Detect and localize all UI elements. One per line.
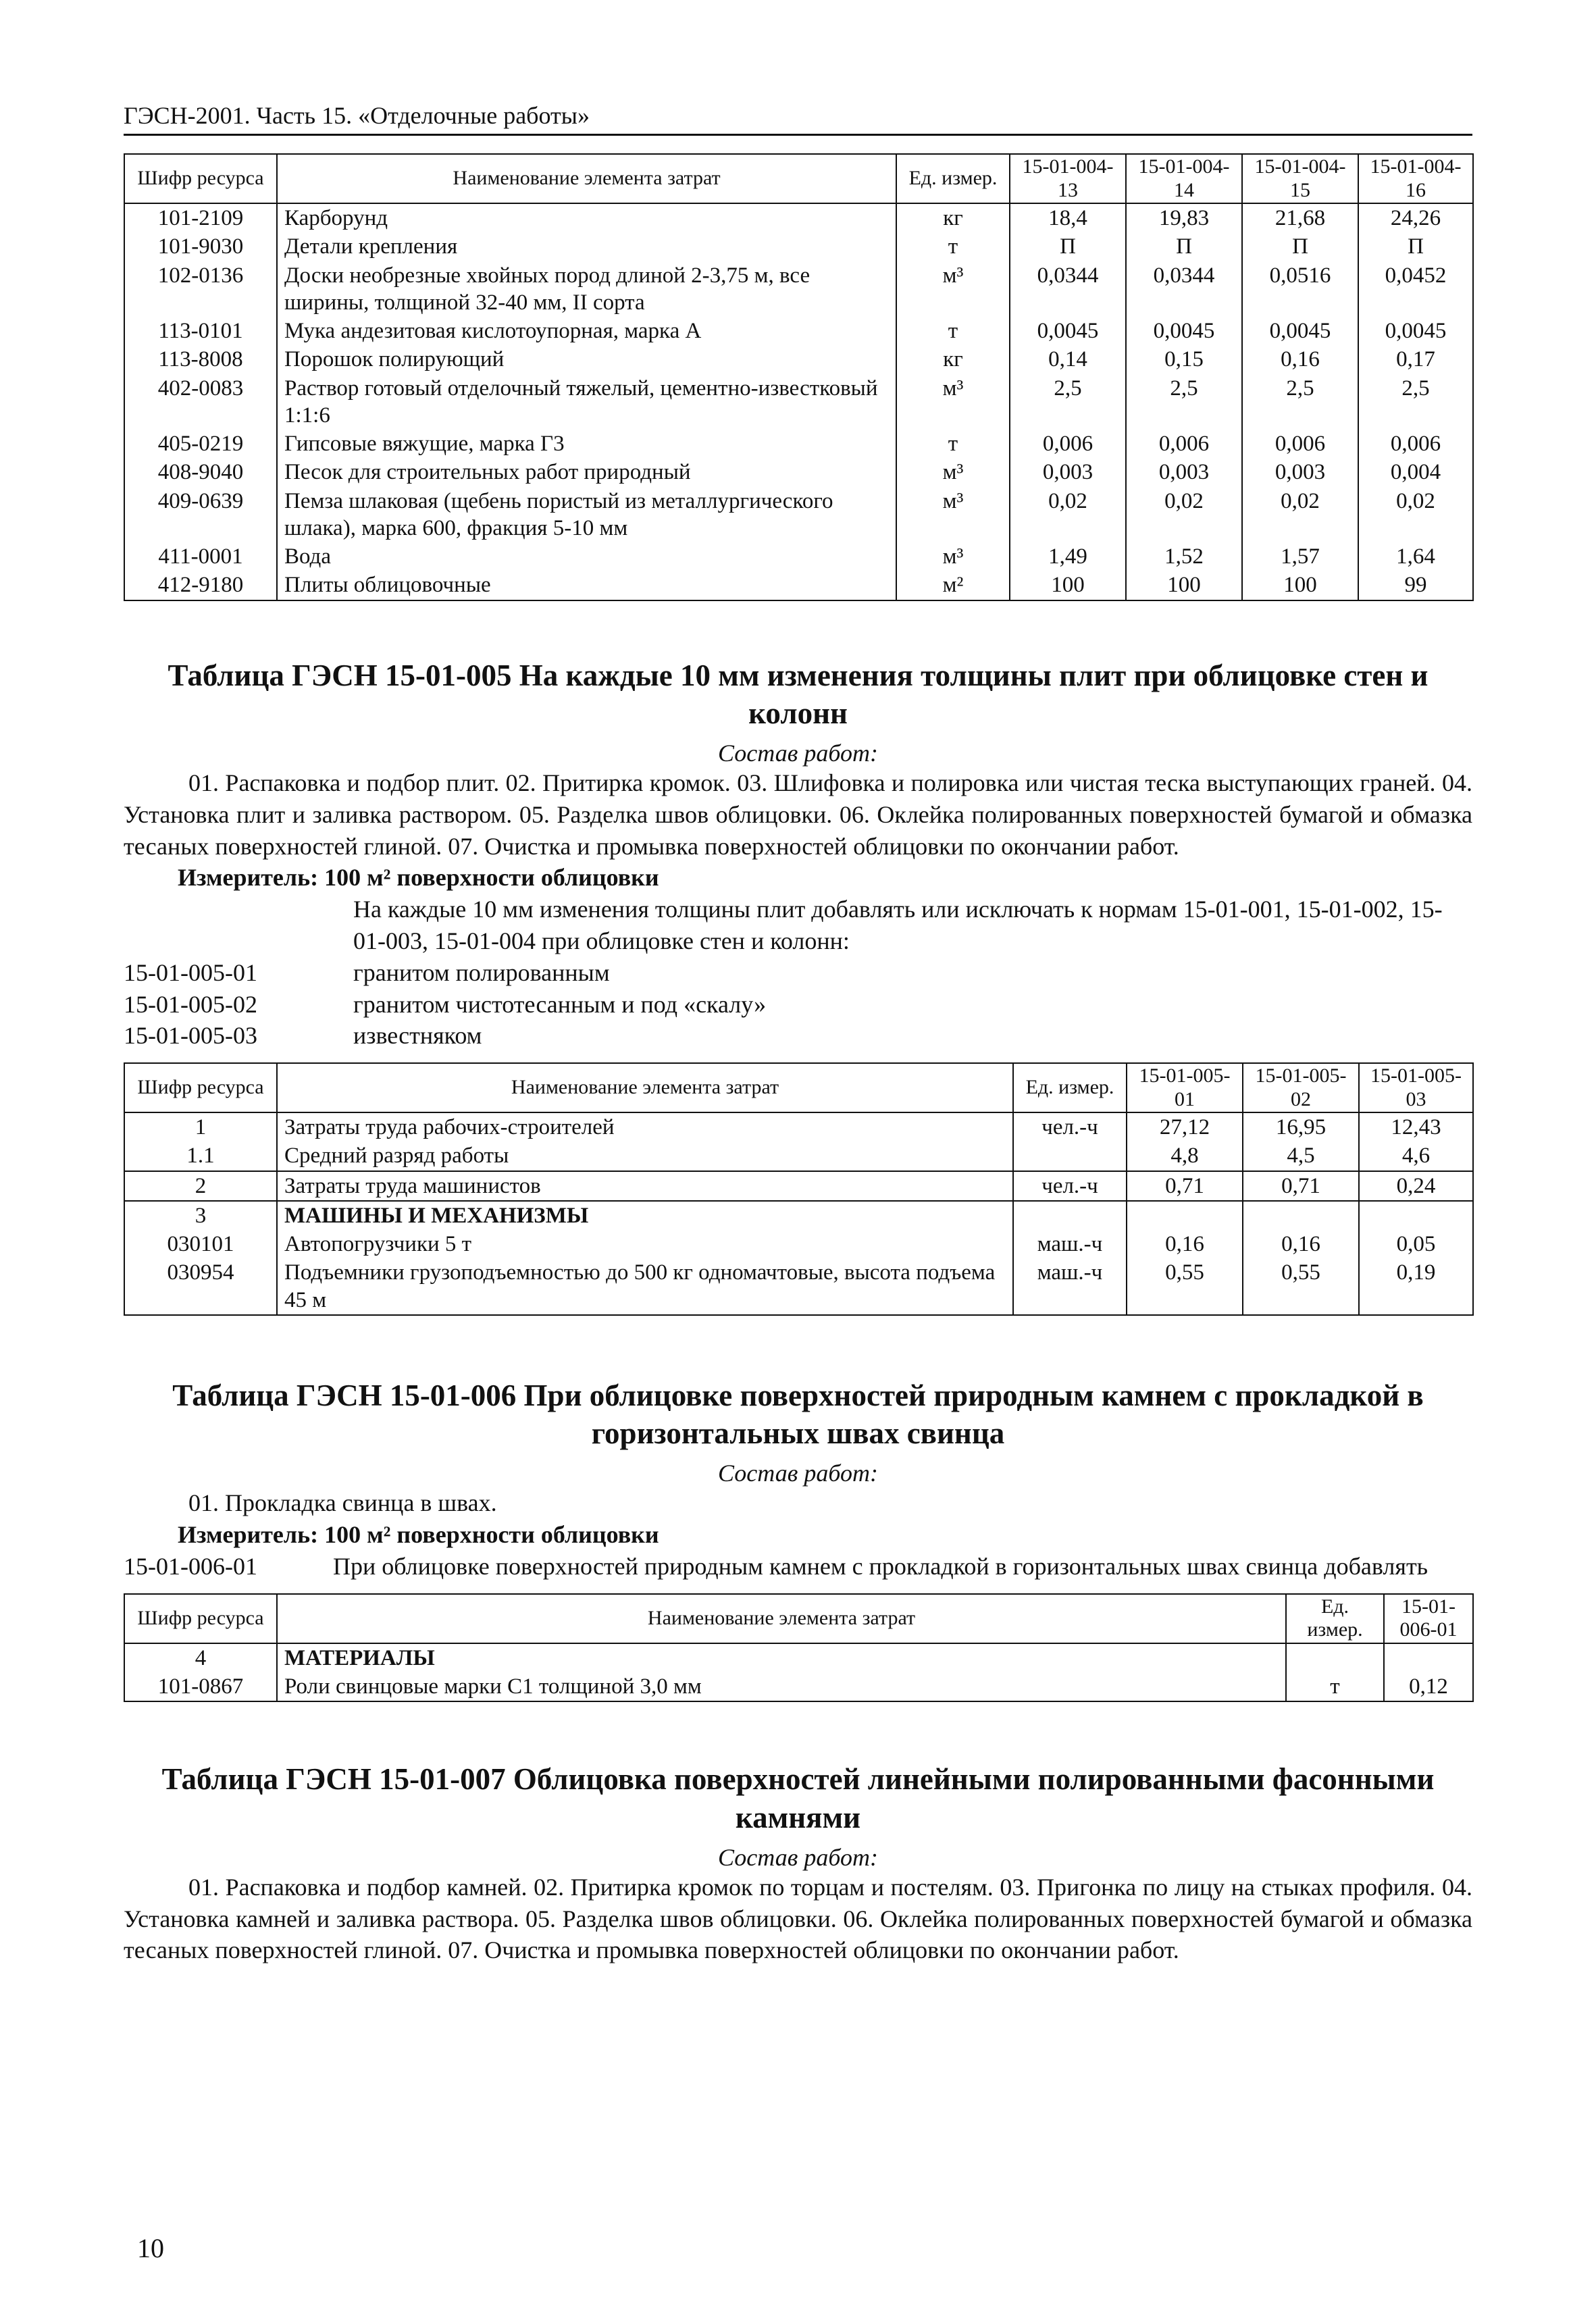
- cell-value: 0,02: [1242, 487, 1358, 543]
- cell-name: Роли свинцовые марки С1 толщиной 3,0 мм: [277, 1672, 1286, 1701]
- section-15-01-007: [124, 1760, 1472, 1966]
- cell-unit: т: [896, 317, 1010, 345]
- cell-value: 0,02: [1010, 487, 1126, 543]
- cell-value: 1,52: [1126, 542, 1242, 571]
- cell-value: 0,0045: [1126, 317, 1242, 345]
- table-row: [124, 487, 1473, 543]
- header-col: 15-01-005-01: [1127, 1063, 1243, 1112]
- table-row: [124, 1230, 1473, 1258]
- cell-unit: [1013, 1141, 1127, 1171]
- cell-value: 4,5: [1243, 1141, 1359, 1171]
- cell-code: 101-9030: [124, 232, 277, 261]
- cell-value: 0,16: [1127, 1230, 1243, 1258]
- cell-code: 101-2109: [124, 203, 277, 232]
- cell-unit: м³: [896, 261, 1010, 317]
- cell-unit: чел.-ч: [1013, 1171, 1127, 1201]
- cell-unit: т: [896, 232, 1010, 261]
- header-name: Наименование элемента затрат: [277, 1594, 1286, 1643]
- cell-value: 1,57: [1242, 542, 1358, 571]
- cell-value: 2,5: [1010, 374, 1126, 430]
- cell-value: 0,02: [1358, 487, 1473, 543]
- cell-value: 0,16: [1242, 345, 1358, 374]
- page-number: 10: [137, 2233, 164, 2263]
- cell-value: 0,15: [1126, 345, 1242, 374]
- header-col: 15-01-006-01: [1384, 1594, 1473, 1643]
- table-row: [124, 317, 1473, 345]
- table-row: [124, 1643, 1473, 1672]
- cell-value: 0,71: [1127, 1171, 1243, 1201]
- cell-value: 0,0516: [1242, 261, 1358, 317]
- cell-unit: т: [1286, 1672, 1384, 1701]
- cell-value: 0,006: [1358, 430, 1473, 458]
- header-col: 15-01-004-13: [1010, 154, 1126, 203]
- cell-value: 18,4: [1010, 203, 1126, 232]
- table-row: [124, 1201, 1473, 1230]
- section-title: Таблица ГЭСН 15-01-007 Облицовка поверхностей линейными полированными фасонными камнями: [161, 1762, 1435, 1834]
- cell-value: 24,26: [1358, 203, 1473, 232]
- cell-value: 0,006: [1126, 430, 1242, 458]
- cell-value: 0,05: [1359, 1230, 1473, 1258]
- table-row: [124, 232, 1473, 261]
- cell-name: Подъемники грузоподъемностью до 500 кг одномачтовые, высота подъема 45 м: [277, 1258, 1013, 1315]
- header-unit: Ед. измер.: [1013, 1063, 1127, 1112]
- cell-value: 0,0045: [1358, 317, 1473, 345]
- cell-value: 1,64: [1358, 542, 1473, 571]
- table-header-row: [124, 154, 1473, 203]
- cell-value: 2,5: [1358, 374, 1473, 430]
- cell-name: Пемза шлаковая (щебень пористый из металлургического шлака), марка 600, фракция 5-10 мм: [277, 487, 896, 543]
- table-row: [124, 571, 1473, 600]
- cell-name: Песок для строительных работ природный: [277, 458, 896, 486]
- cell-value: 0,24: [1359, 1171, 1473, 1201]
- cell-value: 0,55: [1127, 1258, 1243, 1315]
- table-row: [124, 1672, 1473, 1701]
- cell-unit: чел.-ч: [1013, 1112, 1127, 1141]
- cell-value: 19,83: [1126, 203, 1242, 232]
- cell-value: 100: [1242, 571, 1358, 600]
- norm-item: [124, 1020, 1472, 1052]
- running-header: ГЭСН-2001. Часть 15. «Отделочные работы»: [124, 101, 1472, 136]
- cell-value: [1384, 1643, 1473, 1672]
- cell-value: 0,004: [1358, 458, 1473, 486]
- table-row: [124, 430, 1473, 458]
- resource-table-006: [124, 1593, 1474, 1703]
- cell-name: Детали крепления: [277, 232, 896, 261]
- cell-value: 4,8: [1127, 1141, 1243, 1171]
- norm-item: [124, 1551, 1472, 1583]
- cell-name: Раствор готовый отделочный тяжелый, цементно-известковый 1:1:6: [277, 374, 896, 430]
- cell-value: 0,0344: [1010, 261, 1126, 317]
- sostav-text: 01. Распаковка и подбор плит. 02. Притирка кромок. 03. Шлифовка и полировка или чистая теска выступающих граней. 04. Установка плит и заливка раствором. 05. Разделка швов облицовки. 06. Оклейка полированных поверхностей бумагой и обмазка тесаных поверхностей глиной. 07. Очистка и промывка поверхностей облицовки по окончании работ.: [124, 769, 1472, 860]
- cell-name: Вода: [277, 542, 896, 571]
- cell-value: П: [1358, 232, 1473, 261]
- cell-value: П: [1242, 232, 1358, 261]
- header-unit: Ед. измер.: [1286, 1594, 1384, 1643]
- header-code: Шифр ресурса: [124, 154, 277, 203]
- table-row: [124, 1171, 1473, 1201]
- cell-code: 405-0219: [124, 430, 277, 458]
- cell-value: 27,12: [1127, 1112, 1243, 1141]
- norm-note: На каждые 10 мм изменения толщины плит добавлять или исключать к нормам 15-01-001, 15-01-002, 15-01-003, 15-01-004 при облицовке стен и колонн:: [353, 896, 1443, 954]
- norm-text: известняком: [353, 1022, 482, 1050]
- cell-unit: м³: [896, 487, 1010, 543]
- header-unit: Ед. измер.: [896, 154, 1010, 203]
- cell-value: 0,003: [1242, 458, 1358, 486]
- table-header-row: [124, 1594, 1473, 1643]
- cell-value: П: [1126, 232, 1242, 261]
- norm-text: гранитом чистотесанным и под «скалу»: [353, 990, 767, 1018]
- cell-value: 0,003: [1010, 458, 1126, 486]
- resource-table-004: [124, 153, 1474, 601]
- cell-code: 113-0101: [124, 317, 277, 345]
- measure-unit: Измеритель: 100 м² поверхности облицовки: [178, 864, 659, 892]
- cell-name: Затраты труда машинистов: [277, 1171, 1013, 1201]
- cell-unit: кг: [896, 203, 1010, 232]
- cell-unit: [1013, 1201, 1127, 1230]
- cell-value: [1359, 1201, 1473, 1230]
- cell-value: 0,006: [1010, 430, 1126, 458]
- cell-value: 2,5: [1242, 374, 1358, 430]
- document-page: [124, 101, 1472, 1966]
- sostav-text: 01. Прокладка свинца в швах.: [188, 1489, 497, 1517]
- cell-value: 100: [1010, 571, 1126, 600]
- resource-table-005: [124, 1062, 1474, 1316]
- cell-value: 4,6: [1359, 1141, 1473, 1171]
- cell-value: П: [1010, 232, 1126, 261]
- cell-name: Доски необрезные хвойных пород длиной 2-3,75 м, все ширины, толщиной 32-40 мм, II сорта: [277, 261, 896, 317]
- cell-code: 408-9040: [124, 458, 277, 486]
- cell-name: Порошок полирующий: [277, 345, 896, 374]
- cell-name: МАТЕРИАЛЫ: [277, 1643, 1286, 1672]
- cell-code: 101-0867: [124, 1672, 277, 1701]
- cell-value: 0,19: [1359, 1258, 1473, 1315]
- norm-code: 15-01-006-01: [124, 1553, 257, 1580]
- norm-item: [124, 989, 1472, 1021]
- header-col: 15-01-005-03: [1359, 1063, 1473, 1112]
- cell-code: 4: [124, 1643, 277, 1672]
- cell-unit: кг: [896, 345, 1010, 374]
- header-col: 15-01-005-02: [1243, 1063, 1359, 1112]
- cell-code: 1.1: [124, 1141, 277, 1171]
- cell-value: 99: [1358, 571, 1473, 600]
- header-col: 15-01-004-16: [1358, 154, 1473, 203]
- norm-text: гранитом полированным: [353, 958, 610, 986]
- table-header-row: [124, 1063, 1473, 1112]
- cell-name: Автопогрузчики 5 т: [277, 1230, 1013, 1258]
- cell-value: 0,16: [1243, 1230, 1359, 1258]
- cell-name: Мука андезитовая кислотоупорная, марка А: [277, 317, 896, 345]
- cell-value: 0,0045: [1010, 317, 1126, 345]
- header-col: 15-01-004-14: [1126, 154, 1242, 203]
- cell-value: 2,5: [1126, 374, 1242, 430]
- section-15-01-006: [124, 1377, 1472, 1702]
- measure-unit: Измеритель: 100 м² поверхности облицовки: [178, 1521, 659, 1549]
- cell-value: [1127, 1201, 1243, 1230]
- cell-code: 030954: [124, 1258, 277, 1315]
- cell-value: 21,68: [1242, 203, 1358, 232]
- cell-value: 100: [1126, 571, 1242, 600]
- norm-code: 15-01-005-01: [124, 958, 257, 986]
- header-name: Наименование элемента затрат: [277, 154, 896, 203]
- cell-value: 12,43: [1359, 1112, 1473, 1141]
- cell-code: 113-8008: [124, 345, 277, 374]
- cell-name: Средний разряд работы: [277, 1141, 1013, 1171]
- cell-name: Плиты облицовочные: [277, 571, 896, 600]
- table-row: [124, 458, 1473, 486]
- cell-value: 0,17: [1358, 345, 1473, 374]
- table-row: [124, 1112, 1473, 1141]
- cell-value: 0,003: [1126, 458, 1242, 486]
- cell-unit: м³: [896, 374, 1010, 430]
- table-row: [124, 1258, 1473, 1315]
- cell-code: 2: [124, 1171, 277, 1201]
- cell-name: МАШИНЫ И МЕХАНИЗМЫ: [277, 1201, 1013, 1230]
- cell-code: 409-0639: [124, 487, 277, 543]
- norm-code: 15-01-005-03: [124, 1022, 257, 1050]
- sostav-label: Состав работ:: [718, 740, 878, 767]
- cell-code: 412-9180: [124, 571, 277, 600]
- header-code: Шифр ресурса: [124, 1594, 277, 1643]
- cell-value: 0,02: [1126, 487, 1242, 543]
- cell-value: 0,71: [1243, 1171, 1359, 1201]
- cell-value: [1243, 1201, 1359, 1230]
- cell-code: 102-0136: [124, 261, 277, 317]
- cell-value: 0,0344: [1126, 261, 1242, 317]
- cell-value: 1,49: [1010, 542, 1126, 571]
- table-row: [124, 203, 1473, 232]
- cell-value: 0,12: [1384, 1672, 1473, 1701]
- cell-code: 1: [124, 1112, 277, 1141]
- cell-unit: м²: [896, 571, 1010, 600]
- table-row: [124, 1141, 1473, 1171]
- norm-text: При облицовке поверхностей природным камнем с прокладкой в горизонтальных швах свинца добавлять: [333, 1553, 1428, 1580]
- table-row: [124, 345, 1473, 374]
- table-row: [124, 374, 1473, 430]
- cell-name: Гипсовые вяжущие, марка Г3: [277, 430, 896, 458]
- table-row: [124, 261, 1473, 317]
- header-name: Наименование элемента затрат: [277, 1063, 1013, 1112]
- sostav-label: Состав работ:: [718, 1843, 878, 1871]
- cell-code: 402-0083: [124, 374, 277, 430]
- cell-unit: м³: [896, 542, 1010, 571]
- norm-item: [124, 957, 1472, 989]
- cell-name: Карборунд: [277, 203, 896, 232]
- cell-unit: т: [896, 430, 1010, 458]
- cell-value: 0,55: [1243, 1258, 1359, 1315]
- cell-unit: [1286, 1643, 1384, 1672]
- cell-value: 0,0452: [1358, 261, 1473, 317]
- cell-name: Затраты труда рабочих-строителей: [277, 1112, 1013, 1141]
- cell-value: 0,0045: [1242, 317, 1358, 345]
- sostav-label: Состав работ:: [718, 1460, 878, 1487]
- section-title: Таблица ГЭСН 15-01-005 На каждые 10 мм изменения толщины плит при облицовке стен и колонн: [168, 658, 1428, 730]
- cell-value: 0,14: [1010, 345, 1126, 374]
- cell-value: 0,006: [1242, 430, 1358, 458]
- norm-code: 15-01-005-02: [124, 990, 257, 1018]
- sostav-text: 01. Распаковка и подбор камней. 02. Притирка кромок по торцам и постелям. 03. Пригонка по лицу на стыках профиля. 04. Установка камней и заливка раствора. 05. Разделка швов облицовки. 06. Оклейка полированных поверхностей бумагой и обмазка тесаных поверхностей глиной. 07. Очистка и промывка поверхностей облицовки по окончании работ.: [124, 1873, 1472, 1964]
- cell-unit: м³: [896, 458, 1010, 486]
- cell-unit: маш.-ч: [1013, 1258, 1127, 1315]
- cell-code: 3: [124, 1201, 277, 1230]
- cell-code: 030101: [124, 1230, 277, 1258]
- cell-value: 16,95: [1243, 1112, 1359, 1141]
- table-row: [124, 542, 1473, 571]
- cell-unit: маш.-ч: [1013, 1230, 1127, 1258]
- section-title: Таблица ГЭСН 15-01-006 При облицовке поверхностей природным камнем с прокладкой в горизонтальных швах свинца: [172, 1378, 1424, 1451]
- header-code: Шифр ресурса: [124, 1063, 277, 1112]
- cell-code: 411-0001: [124, 542, 277, 571]
- section-15-01-005: [124, 657, 1472, 1316]
- header-col: 15-01-004-15: [1242, 154, 1358, 203]
